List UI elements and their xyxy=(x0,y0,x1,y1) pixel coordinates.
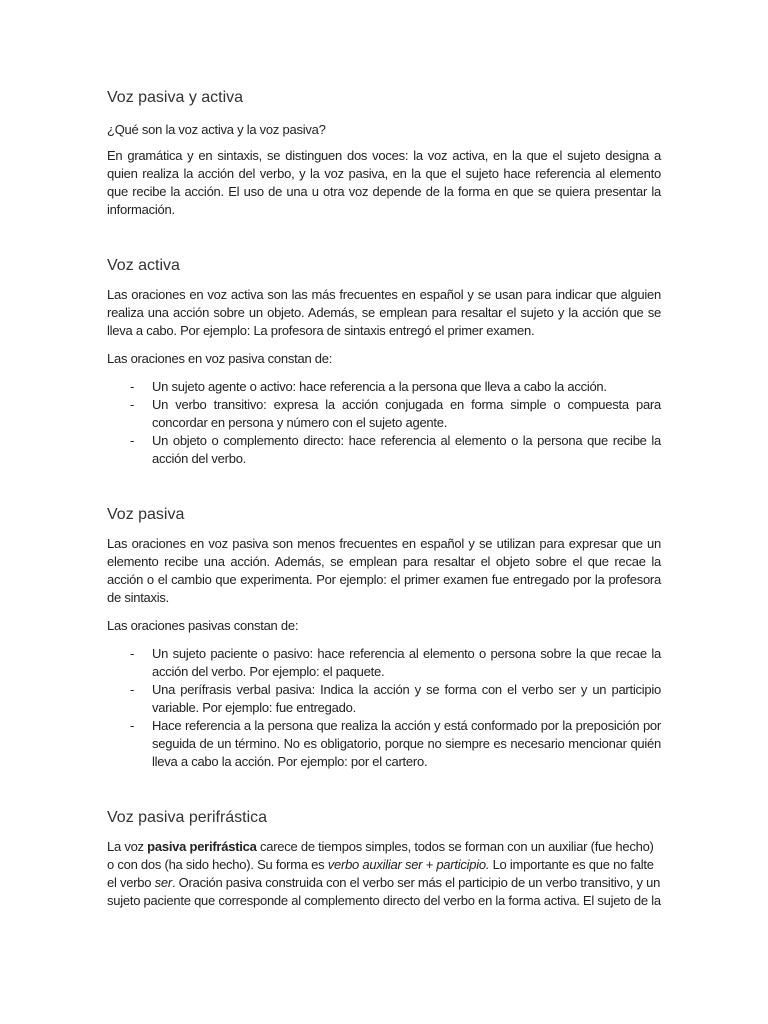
list-item: - Un sujeto paciente o pasivo: hace referencia al elemento o persona sobre la que recae la acción del verbo. Por ejemplo: el paquete. xyxy=(130,646,661,679)
section-heading-perifrastica: Voz pasiva perifrástica xyxy=(107,809,268,826)
list-marker: - xyxy=(130,646,135,661)
activa-list-intro: Las oraciones en voz pasiva constan de: xyxy=(107,351,333,366)
intro-paragraph: En gramática y en sintaxis, se distinguen dos voces: la voz activa, en la que el sujeto designa a quien realiza la acción del verbo, y la voz pasiva, en la que el sujeto hace referencia al elemento que recibe la acción. El uso de una u otra voz depende de la forma en que se quiera presentar la información. xyxy=(107,148,661,217)
list-marker: - xyxy=(130,397,135,412)
activa-list xyxy=(107,378,661,468)
list-item: - Un verbo transitivo: expresa la acción conjugada en forma simple o compuesta para concordar en persona y número con el sujeto agente. xyxy=(130,397,661,430)
list-item: - Una perífrasis verbal pasiva: Indica la acción y se forma con el verbo ser y un participio variable. Por ejemplo: fue entregado. xyxy=(130,682,661,715)
list-marker: - xyxy=(130,682,135,697)
pasiva-paragraph: Las oraciones en voz pasiva son menos frecuentes en español y se utilizan para expresar que un elemento recibe una acción. Además, se emplean para resaltar el objeto sobre el que recae la acción o el cambio que experimenta. Por ejemplo: el primer examen fue entregado por la profesora de sintaxis. xyxy=(107,536,661,605)
list-item: - Un objeto o complemento directo: hace referencia al elemento o la persona que recibe la acción del verbo. xyxy=(130,433,661,466)
italic-term: ser xyxy=(154,875,172,890)
list-marker: - xyxy=(130,433,135,448)
list-marker: - xyxy=(130,718,135,733)
section-heading-pasiva: Voz pasiva xyxy=(107,506,185,523)
section-voz-pasiva xyxy=(107,505,661,771)
italic-formula: verbo auxiliar ser + participio. xyxy=(327,857,490,872)
page-title: Voz pasiva y activa xyxy=(107,89,244,106)
section-voz-pasiva-perifrastica xyxy=(107,808,661,910)
pasiva-list xyxy=(107,645,661,771)
bold-term: pasiva perifrástica xyxy=(147,839,257,854)
pasiva-list-intro: Las oraciones pasivas constan de: xyxy=(107,618,299,633)
list-item: - Un sujeto agente o activo: hace referencia a la persona que lleva a cabo la acción. xyxy=(130,379,607,394)
activa-paragraph: Las oraciones en voz activa son las más frecuentes en español y se usan para indicar que alguien realiza una acción sobre un objeto. Además, se emplean para resaltar el sujeto y la acción que se lleva a cabo. Por ejemplo: La profesora de sintaxis entregó el primer examen. xyxy=(107,287,661,338)
list-marker: - xyxy=(130,379,135,394)
section-voz-activa xyxy=(107,256,661,468)
section-heading-activa: Voz activa xyxy=(107,257,180,274)
list-item: - Hace referencia a la persona que realiza la acción y está conformado por la preposición por seguida de un término. No es obligatorio, porque no siempre es necesario mencionar quién lleva a cabo la acción. Por ejemplo: por el cartero. xyxy=(130,718,661,769)
perifrastica-paragraph: La voz pasiva perifrástica carece de tiempos simples, todos se forman con un auxiliar (fue hecho) o con dos (ha sido hecho). Su forma es verbo auxiliar ser + participio. Lo importante es que no falte el verbo ser. Oración pasiva construida con el verbo ser más el participio de un verbo transitivo, y un sujeto paciente que corresponde al complemento directo del verbo en la forma activa. El sujeto de la xyxy=(107,839,661,908)
question-paragraph: ¿Qué son la voz activa y la voz pasiva? xyxy=(107,122,326,137)
